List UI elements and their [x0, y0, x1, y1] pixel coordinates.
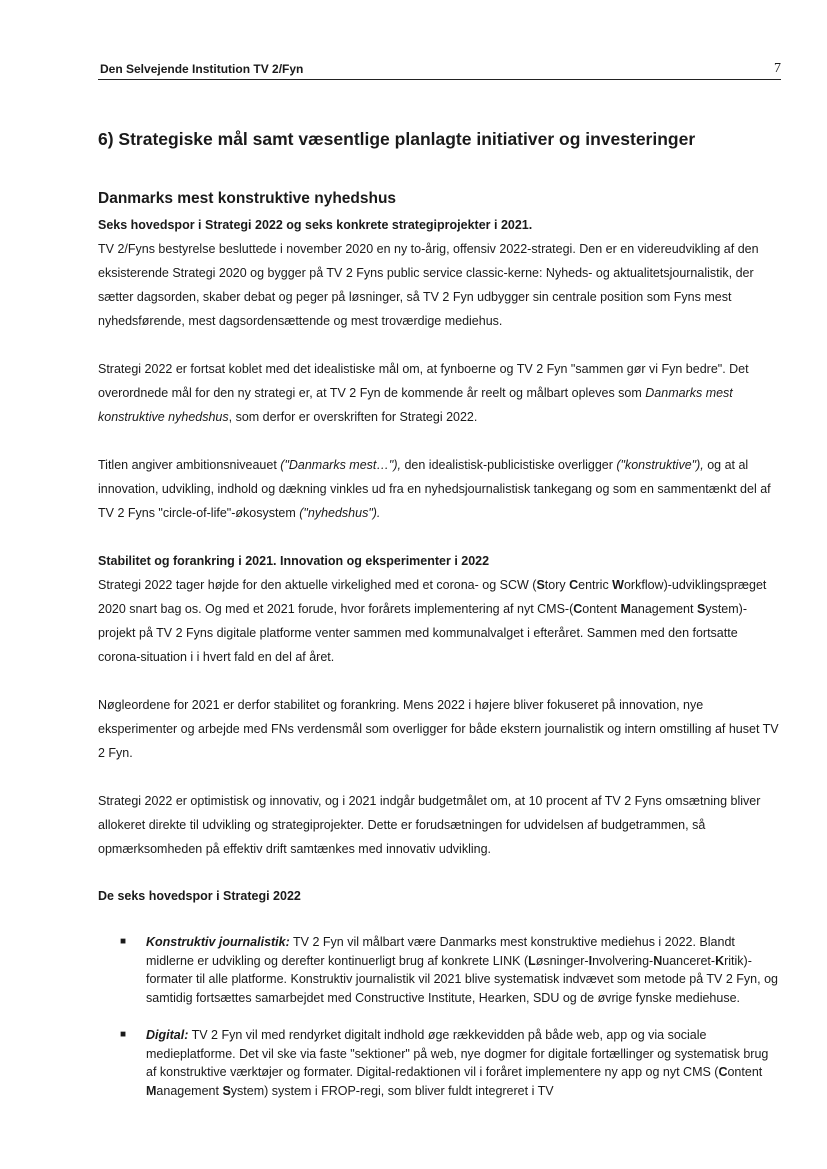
- section-subheading: Seks hovedspor i Strategi 2022 og seks konkrete strategiprojekter i 2021.: [98, 218, 533, 232]
- paragraph-3: Titlen angiver ambitionsniveauet ("Danmarks mest…"), den idealistisk-publicistiske overligger ("konstruktive"), og at al innovation, udvikling, indhold og dækning vinkles ud fra en nyhedsjournalistisk tankegang og som en sammentænkt del af TV 2 Fyns "circle-of-life"-økosystem ("nyhedshus").: [98, 458, 771, 520]
- paragraph-4: Strategi 2022 tager højde for den aktuelle virkelighed med et corona- og SCW (Story Centric Workflow)-udviklingspræget 2020 snart bag os. Og med et 2021 forude, hvor forårets implementering af nyt CMS-(Content Management System)-projekt på TV 2 Fyns digitale platforme venter sammen med kommunalvalget i efteråret. Sammen med den fortsatte corona-situation i i hvert fald en del af året.: [98, 578, 767, 664]
- paragraph-2: Strategi 2022 er fortsat koblet med det idealistiske mål om, at fynboerne og TV 2 Fyn "sammen gør vi Fyn bedre". Det overordnede mål for den ny strategi er, at TV 2 Fyn de kommende år reelt og målbart opleves som Danmarks mest konstruktive nyhedshus, som derfor er overskriften for Strategi 2022.: [98, 362, 749, 424]
- paragraph-6: Strategi 2022 er optimistisk og innovativ, og i 2021 indgår budgetmålet om, at 10 procent af TV 2 Fyns omsætning bliver allokeret direkte til udvikling og strategiprojekter. Dette er forudsætningen for udvidelsen af budgetrammen, så opmærksomheden på effektiv drift samtænkes med innovativ udvikling.: [98, 794, 761, 856]
- section-heading: Danmarks mest konstruktive nyhedshus: [98, 190, 397, 207]
- hovedspor-heading: De seks hovedspor i Strategi 2022: [98, 889, 301, 903]
- main-content: [98, 126, 782, 1119]
- list-item: ■ Digital: TV 2 Fyn vil med rendyrket digitalt indhold øge rækkevidden på både web, app og via sociale medieplatforme. Det vil ske via faste "sektioner" på web, nye dogmer for digitale fortællinger og systematisk brug af konstruktive værktøjer og formater. Digital-redaktionen vil i foråret implementere ny app og nyt CMS (Content Management System) system i FROP-regi, som bliver fuldt integreret i TV: [120, 1028, 769, 1098]
- section-title: 6) Strategiske mål samt væsentlige planlagte initiativer og investeringer: [98, 129, 696, 149]
- stability-heading: Stabilitet og forankring i 2021. Innovation og eksperimenter i 2022: [98, 554, 490, 568]
- list-item: ■ Konstruktiv journalistik: TV 2 Fyn vil målbart være Danmarks mest konstruktive mediehus i 2022. Blandt midlerne er udvikling og derefter kontinuerligt brug af konkrete LINK (Løsninger-Involvering-Nuanceret-Kritik)-formater til alle platforme. Konstruktiv journalistik vil 2021 blive systematisk indvævet som metode på TV 2 Fyn, og samtidig fortsættes samarbejdet med Constructive Institute, Hearken, SDU og de øvrige fynske mediehuse.: [120, 935, 778, 1005]
- strategy-bullet-list: [98, 933, 782, 1100]
- emphasis-text: Danmarks mest konstruktive nyhedshus: [98, 386, 733, 424]
- paragraph-5: Nøgleordene for 2021 er derfor stabilitet og forankring. Mens 2022 i højere bliver fokuseret på innovation, nye eksperimenter og arbejde med FNs verdensmål som overligger for både ekstern journalistik og intern omstilling af huset TV 2 Fyn.: [98, 698, 779, 760]
- paragraph-1: TV 2/Fyns bestyrelse besluttede i november 2020 en ny to-årig, offensiv 2022-strategi. Den er en videreudvikling af den eksisterende Strategi 2020 og bygger på TV 2 Fyns public service classic-kerne: Nyheds- og aktualitetsjournalistik, der sætter dagsorden, skaber debat og peger på løsninger, så TV 2 Fyn udbygger sin centrale position som Fyns mest nyhedsførende, mest dagsordensættende og mest troværdige mediehus.: [98, 242, 759, 328]
- organization-name: Den Selvejende Institution TV 2/Fyn: [100, 62, 304, 76]
- running-header: [98, 62, 781, 80]
- square-bullet-icon: ■: [120, 936, 127, 947]
- page-number: 7: [774, 61, 781, 76]
- square-bullet-icon: ■: [120, 1029, 127, 1040]
